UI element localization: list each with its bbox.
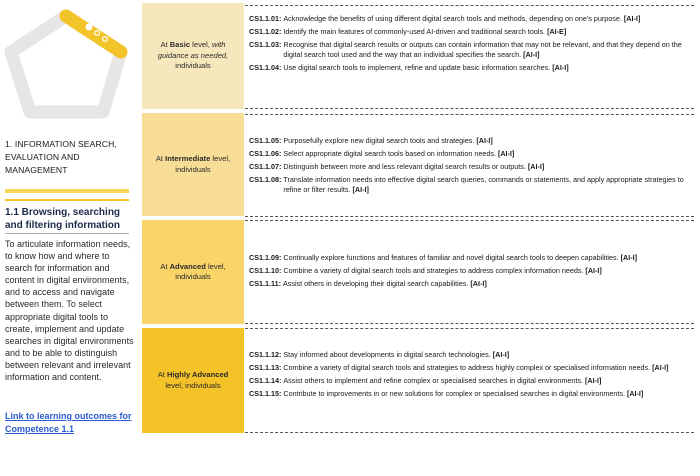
outcome-item: CS1.1.03: Recognise that digital search results or outputs can contain information that may not be relevant, and that they depend on the digital search tool used and the way that an individual specifies the search. [AI-I] [249, 39, 682, 59]
outcome-item: CS1.1.07: Distinguish between more and less relevant digital search results or outputs. [AI-I] [249, 161, 545, 171]
level-highly-advanced-label: At Highly Advanced level, individuals [142, 328, 244, 433]
learning-outcomes-link[interactable]: Link to learning outcomes for Competence 1.1 [5, 411, 132, 434]
outcomes-highly-advanced [245, 328, 694, 433]
outcome-item: CS1.1.13: Combine a variety of digital search tools and strategies to address highly complex or specialised information needs. [AI-I] [249, 362, 669, 372]
outcome-item: CS1.1.08: Translate information needs into effective digital search queries, commands or statements, and apply appropriate strategies to refine or filter results. [AI-I] [249, 174, 684, 194]
level-basic-label: At Basic level, with guidance as needed, individuals [142, 3, 244, 109]
outcomes-advanced [245, 220, 694, 324]
outcome-item: CS1.1.14: Assist others to implement and refine complex or specialised searches in digital environments. [AI-I] [249, 375, 602, 385]
outcomes-basic [245, 5, 694, 109]
competence-sidebar [0, 0, 133, 476]
outcome-item: CS1.1.01: Acknowledge the benefits of using different digital search tools and methods, depending on one's purpose. [AI-I] [249, 14, 641, 23]
level-advanced-label: At Advanced level, individuals [142, 220, 244, 324]
outcome-item: CS1.1.10: Combine a variety of digital search tools and strategies to address complex information needs. [AI-I] [249, 265, 602, 275]
divider [5, 233, 129, 234]
divider [5, 189, 129, 193]
outcome-item: CS1.1.09: Continually explore functions and features of familiar and novel digital search tools to deepen capabilities. [AI-I] [249, 253, 637, 262]
divider [5, 199, 129, 201]
outcome-item: CS1.1.02: Identify the main features of commonly-used AI-driven and traditional search tools. [AI-E] [249, 26, 567, 36]
competence-description: To articulate information needs, to know how and where to search for information and content in digital environments, and to access and navigate between them. To select appropriate digital tools to create, implement and update searches in digital environments and to be able to distinguish between relevant and irrelevant information and content. [5, 239, 134, 383]
outcome-item: CS1.1.04: Use digital search tools to implement, refine and update basic information searches. [AI-I] [249, 62, 569, 72]
area-title: 1. INFORMATION SEARCH, EVALUATION AND MANAGEMENT [5, 139, 117, 175]
outcomes-intermediate [245, 114, 694, 217]
outcome-item: CS1.1.15: Contribute to improvements in or new solutions for complex or specialised searches in digital environments. [AI-I] [249, 388, 644, 398]
competence-title: 1.1 Browsing, searching and filtering information [5, 207, 121, 231]
level-intermediate-label: At Intermediate level, individuals [142, 113, 244, 216]
pentagon-area-icon [0, 6, 133, 122]
outcome-item: CS1.1.05: Purposefully explore new digital search tools and strategies. [AI-I] [249, 136, 493, 145]
outcome-item: CS1.1.12: Stay informed about developments in digital search technologies. [AI-I] [249, 350, 510, 359]
outcome-item: CS1.1.06: Select appropriate digital search tools based on information needs. [AI-I] [249, 148, 515, 158]
outcome-item: CS1.1.11: Assist others in developing their digital search capabilities. [AI-I] [249, 278, 487, 288]
